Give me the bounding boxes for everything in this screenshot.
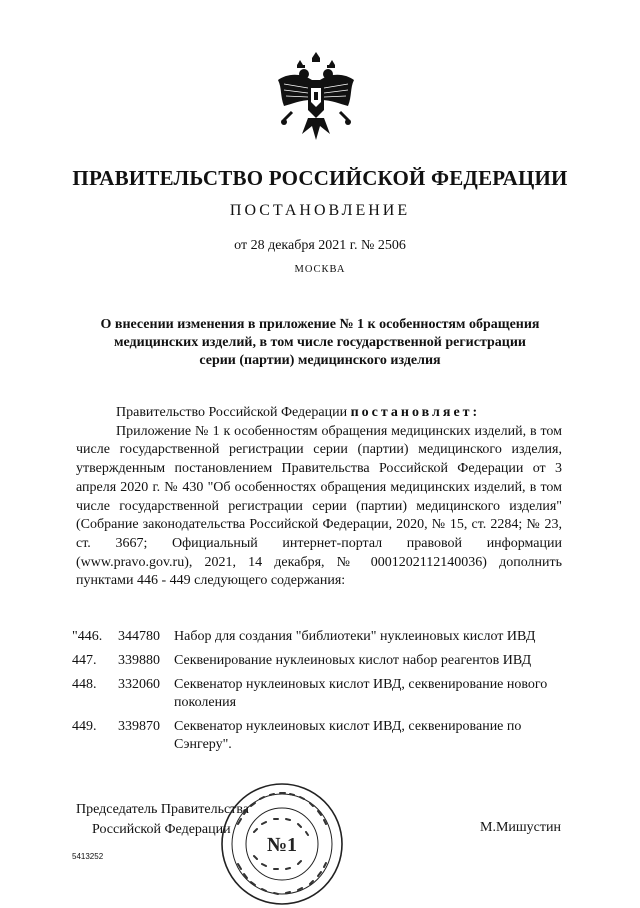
subject-line: серии (партии) медицинского изделия: [199, 353, 441, 368]
government-title: ПРАВИТЕЛЬСТВО РОССИЙСКОЙ ФЕДЕРАЦИИ: [72, 166, 568, 190]
signer-position-line: Российской Федерации: [92, 822, 231, 837]
registration-number: 5413252: [72, 852, 104, 861]
item-code: 339870: [118, 719, 160, 734]
item-text: Секвенатор нуклеиновых кислот ИВД, секвенирование нового поколения: [174, 677, 548, 710]
item-code: 332060: [118, 677, 160, 692]
item-number: 449.: [72, 719, 97, 734]
coat-of-arms-emblem: [272, 50, 360, 146]
item-code: 339880: [118, 653, 160, 668]
resolution-keyword: постановляет:: [350, 405, 481, 420]
item-number: 447.: [72, 653, 97, 668]
stamp-number: №1: [266, 834, 298, 856]
item-text: Секвенатор нуклеиновых кислот ИВД, секвенирование по Сэнгеру".: [174, 719, 522, 752]
official-stamp: [218, 780, 346, 908]
document-body: [76, 404, 562, 591]
document-type: ПОСТАНОВЛЕНИЕ: [229, 202, 411, 219]
signer-name: М.Мишустин: [480, 820, 561, 835]
list-item: [72, 628, 572, 646]
item-code: 344780: [118, 629, 160, 644]
list-item: [72, 652, 572, 670]
subject-line: О внесении изменения в приложение № 1 к особенностям обращения: [100, 317, 540, 332]
document-date-number: от 28 декабря 2021 г. № 2506: [234, 238, 406, 253]
intro-text: Правительство Российской Федерации: [116, 405, 351, 420]
signer-position-line: Председатель Правительства: [76, 802, 249, 817]
item-number: 448.: [72, 677, 97, 692]
subject-line: медицинских изделий, в том числе государственной регистрации: [113, 335, 526, 350]
list-item: [72, 676, 572, 712]
items-list: [72, 628, 572, 760]
list-item: [72, 718, 572, 754]
document-subject: [66, 316, 574, 370]
item-text: Набор для создания "библиотеки" нуклеиновых кислот ИВД: [174, 629, 536, 644]
resolution-intro: [76, 404, 562, 423]
resolution-paragraph: Приложение № 1 к особенностям обращения медицинских изделий, в том числе государственной регистрации серии (партии) медицинского изделия, утвержденным постановлением Правительства Российской Федерации от 3 апреля 2020 г. № 430 "Об особенностях обращения медицинских изделий, в том числе государственной регистрации серии (партии) медицинского изделия" (Собрание законодательства Российской Федерации, 2020, № 15, ст. 2284; № 23, ст. 3667; Официальный интернет-портал правовой информации (www.pravo.gov.ru), 2021, 14 декабря, № 0001202112140036) дополнить пунктами 446 - 449 следующего содержания:: [76, 423, 562, 589]
document-city: МОСКВА: [294, 264, 346, 275]
item-number: "446.: [72, 629, 103, 644]
item-text: Секвенирование нуклеиновых кислот набор реагентов ИВД: [174, 653, 532, 668]
